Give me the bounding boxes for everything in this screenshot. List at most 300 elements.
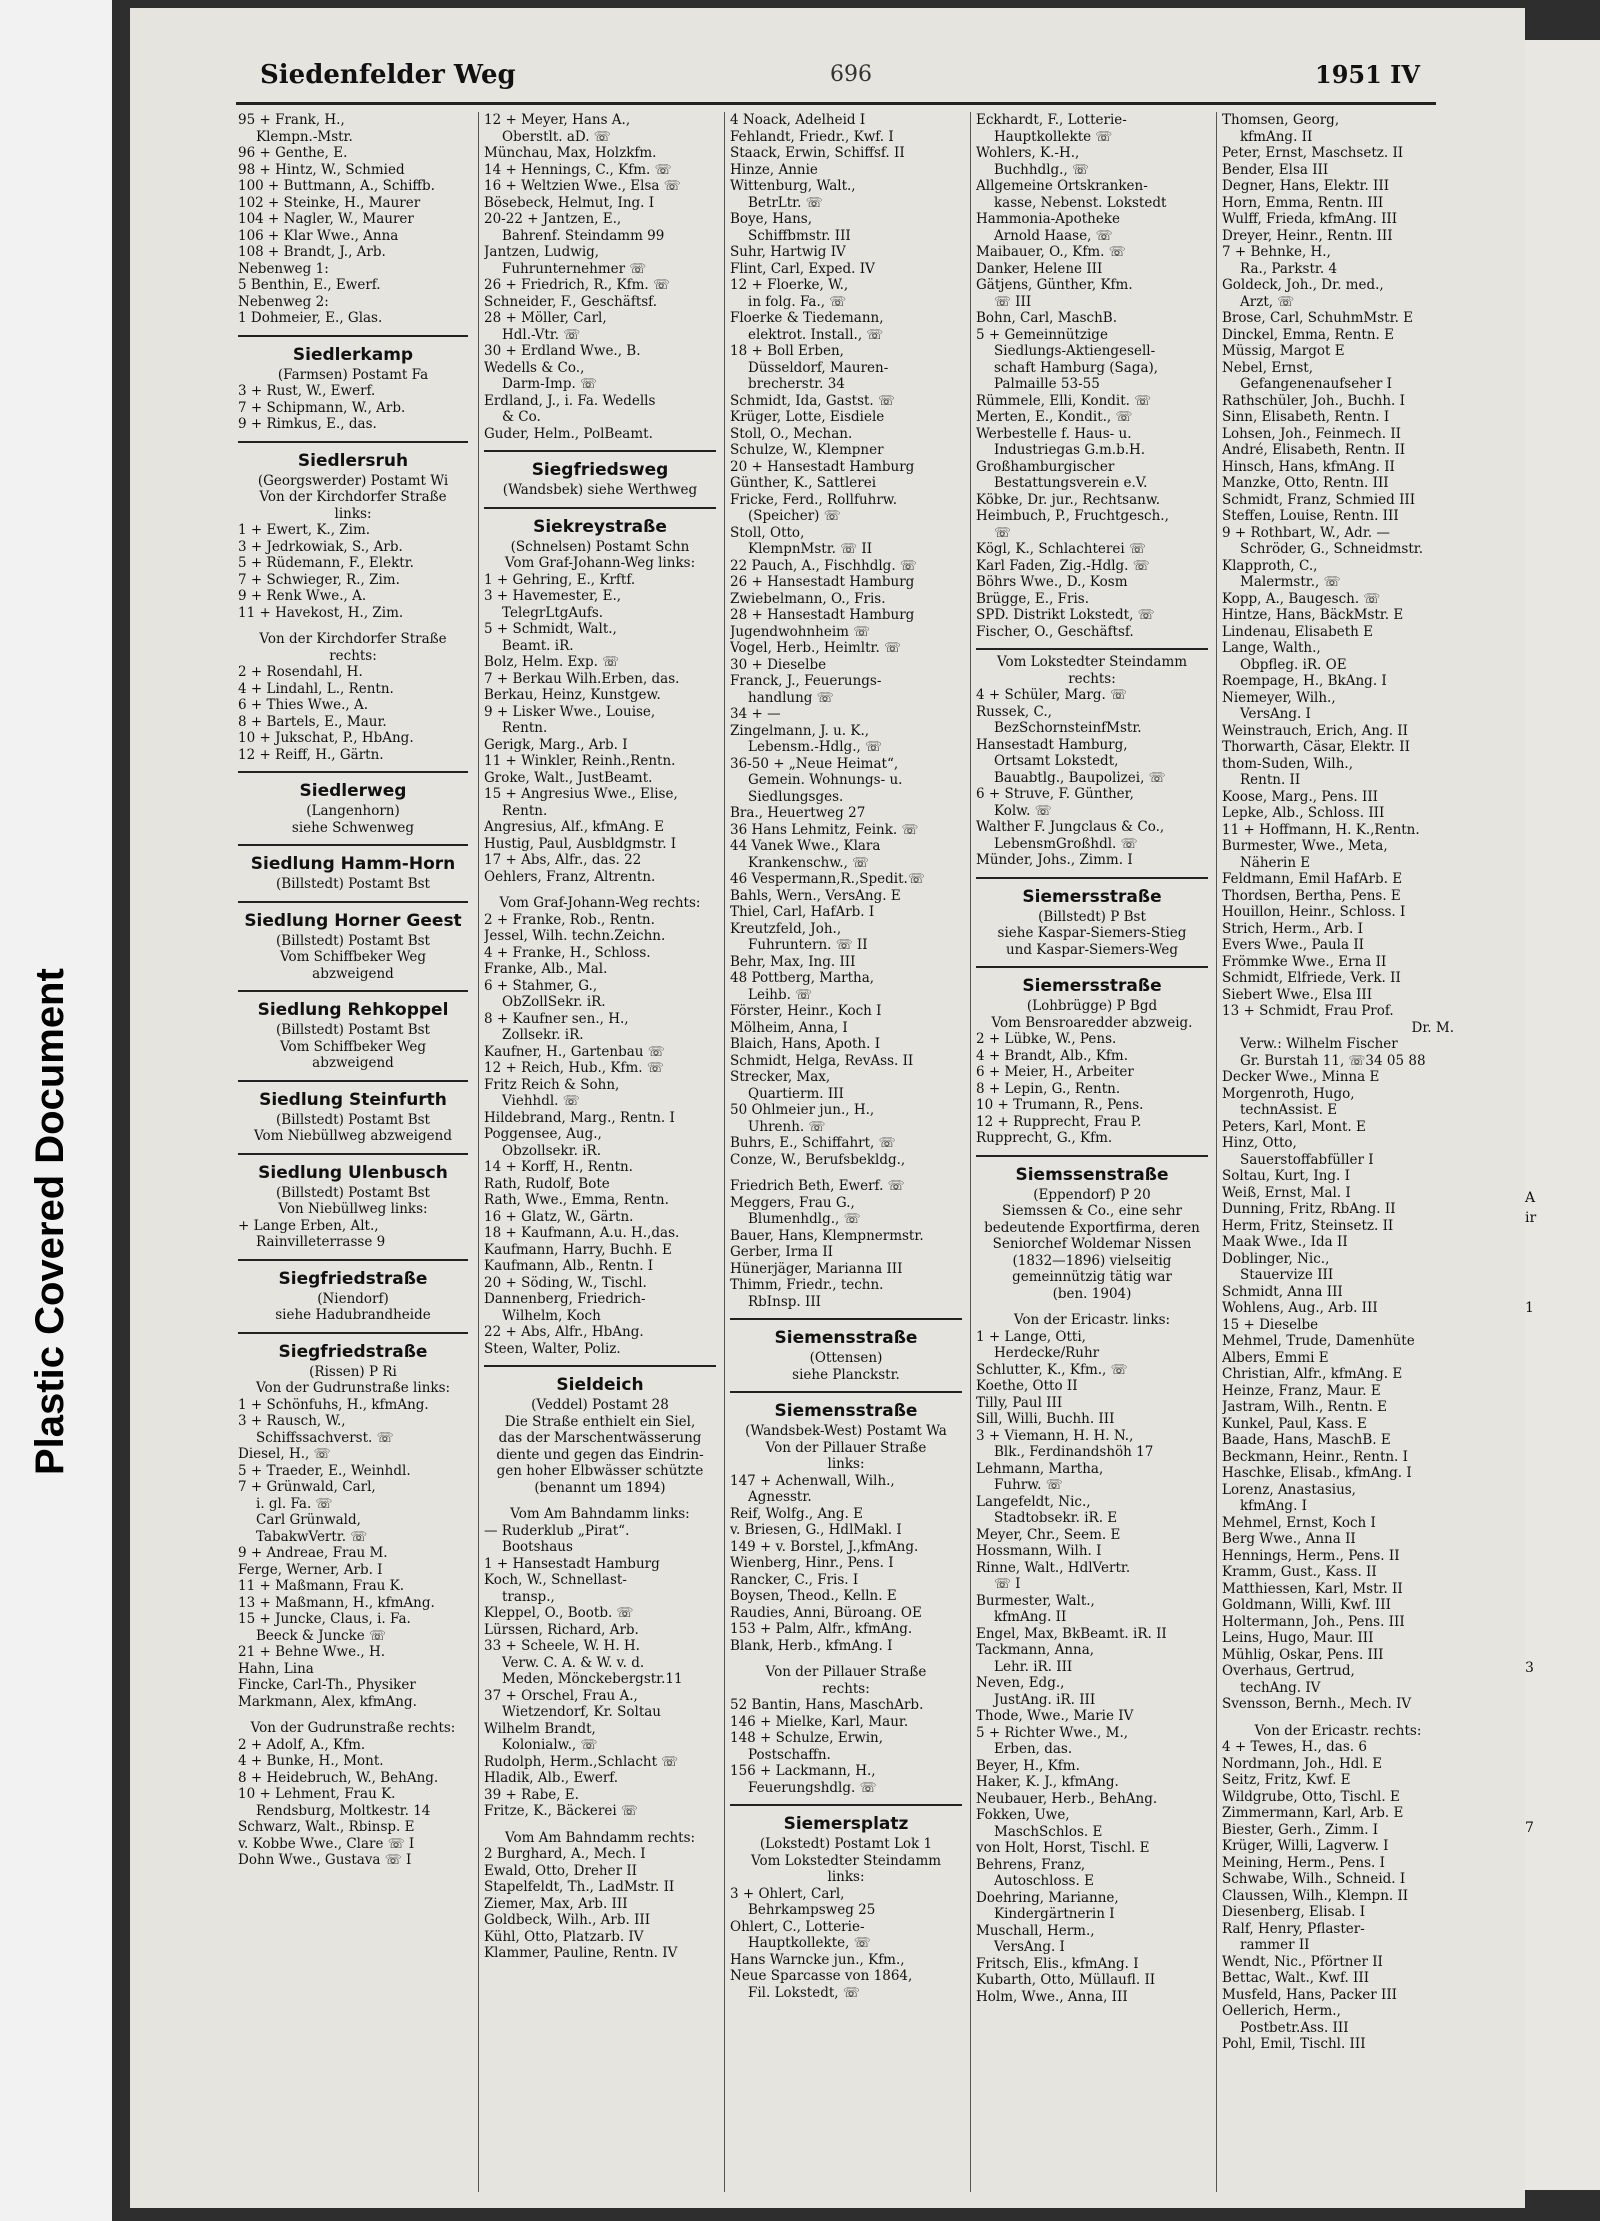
directory-entry: Fokken, Uwe, [976, 1807, 1070, 1823]
directory-entry: 9 + Lisker Wwe., Louise, [484, 703, 656, 720]
directory-entry: Wendt, Nic., Pförtner II [1222, 1953, 1383, 1970]
street-heading: Siedlerweg [299, 781, 407, 801]
street-note: (Wandsbek-West) Postamt Wa [745, 1423, 947, 1439]
directory-entry: Doblinger, Nic., [1222, 1250, 1330, 1267]
section-divider [730, 1391, 962, 1393]
directory-entry: Erdland, J., i. Fa. Wedells [484, 392, 656, 409]
street-note: Von der Pillauer Straße [765, 1439, 927, 1456]
directory-entry: Böhrs Wwe., D., Kosm [976, 574, 1128, 590]
street-heading: Siegfriedstraße [278, 1268, 428, 1289]
directory-entry: 30 + Dieselbe [730, 656, 827, 673]
entry-continuation: Rainvilleterrasse 9 [256, 1234, 386, 1250]
directory-entry: Bösebeck, Helmut, Ing. I [484, 194, 655, 211]
street-note: bedeutende Exportfirma, deren [984, 1219, 1200, 1236]
directory-entry: Kunkel, Paul, Kass. E [1222, 1415, 1367, 1432]
entry-continuation: ObZollSekr. iR. [502, 994, 606, 1010]
directory-entry: Stapelfeldt, Th., LadMstr. II [484, 1879, 675, 1895]
next-page-fragment: 3 [1525, 1660, 1534, 1676]
directory-entry: von Holt, Horst, Tischl. E [976, 1840, 1150, 1856]
street-note: gemeinnützig tätig war [1012, 1269, 1172, 1285]
directory-entry: Degner, Hans, Elektr. III [1222, 178, 1390, 194]
directory-entry: Hustig, Paul, Ausbldgmstr. I [484, 835, 677, 852]
directory-entry: Jantzen, Ludwig, [484, 244, 600, 260]
street-note: rechts: [1068, 670, 1116, 687]
directory-entry: Münchau, Max, Holzkfm. [484, 145, 657, 161]
directory-entry: Manzke, Otto, Rentn. III [1222, 475, 1389, 491]
street-note: (Billstedt) Postamt Bst [276, 1184, 430, 1201]
spacer [730, 1168, 962, 1178]
directory-entry: 39 + Rabe, E. [484, 1786, 579, 1803]
entry-continuation: rammer II [1240, 1937, 1310, 1953]
directory-entry: Hintze, Hans, BäckMstr. E [1222, 607, 1404, 623]
directory-entry: Sill, Willi, Buchh. III [976, 1411, 1115, 1427]
directory-entry: Hans Warncke jun., Kfm., [730, 1951, 905, 1968]
directory-entry: + Lange Erben, Alt., [238, 1217, 379, 1234]
directory-entry: 4 + Tewes, H., das. 6 [1222, 1739, 1367, 1755]
directory-entry: Schmidt, Anna III [1222, 1283, 1343, 1300]
directory-entry: 33 + Scheele, W. H. H. [484, 1638, 640, 1654]
street-heading: Sieldeich [556, 1375, 644, 1395]
directory-entry: Burmester, Wwe., Meta, [1222, 838, 1388, 854]
directory-entry: Buhrs, E., Schiffahrt, ☏ [730, 1135, 896, 1151]
directory-entry: 4 + Brandt, Alb., Kfm. [976, 1047, 1129, 1064]
directory-entry: Dreyer, Heinr., Rentn. III [1222, 227, 1393, 244]
directory-entry: Koch, W., Schnellast- [484, 1572, 627, 1588]
directory-entry: 12 + Reich, Hub., Kfm. ☏ [484, 1060, 664, 1076]
column-4 [976, 112, 1208, 2202]
directory-entry: Neue Sparcasse von 1864, [730, 1968, 913, 1984]
section-divider [238, 1332, 468, 1334]
directory-entry: Bauer, Hans, Klempnermstr. [730, 1227, 924, 1244]
entry-continuation: Stadtobsekr. iR. E [994, 1510, 1118, 1526]
section-divider [238, 1080, 468, 1082]
directory-entry: Houillon, Heinr., Schloss. I [1222, 904, 1406, 920]
directory-entry: Bohn, Carl, MaschB. [976, 310, 1118, 326]
street-note: (Veddel) Postamt 28 [531, 1397, 669, 1413]
entry-continuation: BezSchornsteinfMstr. [994, 720, 1142, 736]
directory-entry: Siebert Wwe., Elsa III [1222, 986, 1373, 1003]
entry-continuation: Rentn. [502, 802, 548, 819]
directory-entry: Diesel, H., ☏ [238, 1446, 331, 1462]
directory-entry: Markmann, Alex, kfmAng. [238, 1693, 417, 1710]
street-heading: Siemssenstraße [1015, 1164, 1169, 1185]
directory-entry: Mehmel, Trude, Damenhüte [1222, 1333, 1415, 1349]
directory-entry: 5 + Rüdemann, F., Elektr. [238, 555, 414, 571]
entry-continuation: Zollsekr. iR. [502, 1027, 584, 1043]
entry-continuation: Verw. C. A. & W. v. d. [502, 1654, 645, 1671]
directory-entry: 30 + Erdland Wwe., B. [484, 343, 641, 359]
directory-entry: 106 + Klar Wwe., Anna [238, 227, 399, 244]
street-note: (Wandsbek) siehe Werthweg [502, 482, 698, 498]
directory-entry: Bender, Elsa III [1222, 161, 1329, 178]
entry-continuation: VersAng. I [994, 1939, 1065, 1955]
directory-entry: Rath, Wwe., Emma, Rentn. [484, 1192, 669, 1208]
entry-continuation: Feuerungshdlg. ☏ [748, 1779, 877, 1796]
header-year: 1951 IV [1315, 60, 1420, 89]
directory-entry: Mehmel, Ernst, Koch I [1222, 1514, 1376, 1531]
directory-entry: Bra., Heuertweg 27 [730, 805, 866, 821]
entry-continuation: TabakwVertr. ☏ [256, 1528, 368, 1545]
entry-continuation: Näherin E [1240, 854, 1311, 871]
directory-entry: Decker Wwe., Minna E [1222, 1069, 1380, 1085]
directory-entry: Vogel, Herb., Heimltr. ☏ [730, 640, 901, 656]
directory-entry: Maak Wwe., Ida II [1222, 1234, 1348, 1250]
section-divider [484, 450, 716, 452]
entry-continuation: Bauabtlg., Baupolizei, ☏ [994, 769, 1166, 786]
directory-entry: 8 + Bartels, E., Maur. [238, 713, 387, 730]
directory-entry: Bettac, Walt., Kwf. III [1222, 1970, 1370, 1986]
directory-entry: Burmester, Walt., [976, 1592, 1095, 1609]
directory-entry: Brose, Carl, SchuhmMstr. E [1222, 310, 1414, 326]
directory-entry: Großhamburgischer [976, 458, 1115, 475]
directory-entry: Hildebrand, Marg., Rentn. I [484, 1109, 675, 1126]
section-divider [730, 1804, 962, 1806]
street-note: das der Marschentwässerung [498, 1430, 702, 1446]
directory-entry: Biester, Gerh., Zimm. I [1222, 1821, 1379, 1838]
street-heading: Siedlerkamp [292, 344, 414, 365]
street-note: siehe Hadubrandheide [275, 1307, 431, 1323]
directory-entry: Förster, Heinr., Koch I [730, 1003, 882, 1019]
directory-entry: Nordmann, Joh., Hdl. E [1222, 1755, 1383, 1772]
entry-continuation: Wilhelm, Koch [502, 1307, 601, 1324]
directory-entry: 7 + Berkau Wilh.Erben, das. [484, 670, 680, 687]
column-2 [484, 112, 716, 2202]
directory-entry: Eckhardt, F., Lotterie- [976, 112, 1127, 128]
street-heading: Siedlung Ulenbusch [258, 1162, 448, 1183]
directory-entry: Suhr, Hartwig IV [730, 244, 846, 260]
directory-entry: Feldmann, Emil HafArb. E [1222, 871, 1403, 887]
entry-continuation: Siedlungsges. [748, 788, 844, 805]
entry-continuation: Meden, Mönckebergstr.11 [502, 1671, 683, 1687]
directory-entry: 5 + Richter Wwe., M., [976, 1724, 1129, 1741]
directory-entry: 100 + Buttmann, A., Schiffb. [238, 178, 435, 194]
column-3 [730, 112, 962, 2202]
directory-entry: Rinne, Walt., HdlVertr. [976, 1559, 1131, 1576]
section-divider [976, 648, 1208, 650]
directory-entry: Merten, E., Kondit., ☏ [976, 409, 1133, 425]
directory-entry: Danker, Helene III [976, 260, 1103, 277]
directory-entry: Claussen, Wilh., Klempn. II [1222, 1887, 1409, 1904]
directory-entry: 14 + Korff, H., Rentn. [484, 1159, 633, 1175]
directory-entry: Gerber, Irma II [730, 1244, 834, 1260]
directory-entry: Hossmann, Wilh. I [976, 1543, 1102, 1559]
entry-continuation: Verw.: Wilhelm Fischer [1240, 1036, 1398, 1052]
entry-continuation: Buchhdlg., ☏ [994, 161, 1089, 178]
directory-entry: 10 + Jukschat, P., HbAng. [238, 730, 414, 746]
directory-entry: Holtermann, Joh., Pens. III [1222, 1613, 1405, 1630]
street-note: Von der Pillauer Straße [765, 1664, 927, 1680]
entry-continuation: Wietzendorf, Kr. Soltau [502, 1704, 661, 1720]
street-note: abzweigend [312, 965, 394, 982]
directory-entry: Ralf, Henry, Pflaster- [1222, 1920, 1365, 1937]
street-heading: Siemersstraße [1022, 976, 1162, 996]
directory-entry: Ewald, Otto, Dreher II [484, 1862, 637, 1879]
entry-continuation: Postschaffn. [748, 1746, 831, 1763]
directory-entry: Oellerich, Herm., [1222, 2003, 1341, 2019]
entry-continuation: ☏ [994, 524, 1011, 541]
entry-continuation: Lebensm.-Hdlg., ☏ [748, 739, 882, 755]
street-note: Vom Lokstedter Steindamm [996, 654, 1188, 670]
directory-entry: 15 + Juncke, Claus, i. Fa. [238, 1611, 411, 1627]
directory-entry: Behrens, Franz, [976, 1856, 1086, 1873]
entry-continuation: & Co. [502, 409, 541, 425]
directory-entry: Kopp, A., Baugesch. ☏ [1222, 590, 1381, 607]
directory-entry: Sinn, Elisabeth, Rentn. I [1222, 409, 1390, 425]
directory-entry: — Ruderklub „Pirat“. [484, 1522, 630, 1539]
directory-entry: Christian, Alfr., kfmAng. E [1222, 1366, 1403, 1382]
directory-entry: Guder, Helm., PolBeamt. [484, 425, 653, 442]
directory-entry: Raudies, Anni, Büroang. OE [730, 1604, 922, 1621]
directory-entry: Nebenweg 2: [238, 293, 329, 310]
directory-entry: 34 + — [730, 706, 781, 722]
directory-entry: Schmidt, Ida, Gastst. ☏ [730, 392, 895, 409]
directory-entry: Goldmann, Willi, Kwf. III [1222, 1597, 1391, 1613]
directory-entry: Ferge, Werner, Arb. I [238, 1561, 383, 1578]
entry-continuation: schaft Hamburg (Saga), [994, 359, 1159, 376]
directory-entry: Jessel, Wilh. techn.Zeichn. [484, 928, 666, 944]
directory-entry: Hinz, Otto, [1222, 1135, 1297, 1151]
directory-entry: Hinsch, Hans, kfmAng. II [1222, 458, 1395, 475]
street-note: (Langenhorn) [306, 803, 400, 819]
directory-entry: Meggers, Frau G., [730, 1194, 855, 1211]
header-street-name: Siedenfelder Weg [260, 60, 516, 90]
entry-continuation: Behrkampsweg 25 [748, 1902, 876, 1918]
directory-entry: Behr, Max, Ing. III [730, 953, 856, 970]
entry-continuation: kfmAng. II [1240, 128, 1313, 145]
directory-entry: Blaich, Hans, Apoth. I [730, 1036, 881, 1052]
directory-entry: Wulff, Frieda, kfmAng. III [1222, 211, 1398, 227]
directory-entry: 153 + Palm, Alfr., kfmAng. [730, 1621, 913, 1637]
directory-entry: Friedrich Beth, Ewerf. ☏ [730, 1178, 905, 1194]
street-note: Von Niebüllweg links: [278, 1201, 428, 1217]
directory-entry: Rancker, C., Fris. I [730, 1571, 859, 1588]
entry-continuation: Fuhruntern. ☏ II [748, 937, 868, 953]
directory-entry: 9 + Andreae, Frau M. [238, 1545, 388, 1561]
directory-entry: Horn, Emma, Rentn. III [1222, 194, 1384, 211]
directory-entry: 7 + Behnke, H., [1222, 244, 1331, 260]
directory-entry: Brügge, E., Fris. [976, 590, 1090, 607]
directory-entry: Heimbuch, P., Fruchtgesch., [976, 508, 1169, 524]
directory-entry: Lindenau, Elisabeth E [1222, 623, 1373, 640]
directory-entry: 8 + Heidebruch, W., BehAng. [238, 1769, 439, 1786]
plastic-covered-label: Plastic Covered Document [28, 968, 72, 1475]
directory-entry: Herm, Fritz, Steinsetz. II [1222, 1217, 1394, 1234]
street-heading: Siemersplatz [783, 1814, 909, 1834]
directory-entry: Klammer, Pauline, Rentn. IV [484, 1945, 678, 1961]
directory-entry: Tilly, Paul III [976, 1394, 1063, 1411]
street-note: Vom Am Bahndamm rechts: [504, 1829, 696, 1846]
directory-entry: Kögl, K., Schlachterei ☏ [976, 541, 1146, 557]
directory-entry: Fricke, Ferd., Rollfuhrw. [730, 491, 898, 508]
directory-entry: 22 Pauch, A., Fischhdlg. ☏ [730, 557, 917, 574]
entry-continuation: Ra., Parkstr. 4 [1240, 260, 1338, 277]
directory-entry: Rupprecht, G., Kfm. [976, 1130, 1113, 1146]
street-note: rechts: [329, 647, 377, 664]
next-page-fragment: 1 [1525, 1300, 1534, 1316]
street-note: (Georgswerder) Postamt Wi [257, 472, 449, 489]
directory-entry: Leins, Hugo, Maur. III [1222, 1630, 1374, 1646]
directory-entry: Lepke, Alb., Schloss. III [1222, 805, 1385, 821]
directory-entry: Roempage, H., BkAng. I [1222, 673, 1387, 689]
directory-entry: Jugendwohnheim ☏ [730, 623, 871, 640]
directory-entry: Matthiessen, Karl, Mstr. II [1222, 1580, 1403, 1597]
spacer [1222, 1713, 1454, 1723]
entry-continuation: Beamt. iR. [502, 637, 574, 654]
entry-continuation: Bestattungsverein e.V. [994, 475, 1148, 491]
entry-continuation: Rendsburg, Moltkestr. 14 [256, 1802, 431, 1819]
section-divider [238, 771, 468, 773]
directory-entry: Schmidt, Elfriede, Verk. II [1222, 970, 1401, 986]
directory-entry: Maibauer, O., Kfm. ☏ [976, 244, 1126, 260]
directory-entry: 11 + Hoffmann, H. K.,Rentn. [1222, 821, 1420, 838]
directory-entry: Dinckel, Emma, Rentn. E [1222, 326, 1394, 343]
page-number: 696 [830, 62, 872, 87]
directory-entry: Diesenberg, Elisab. I [1222, 1904, 1366, 1920]
directory-entry: Hünerjäger, Marianna III [730, 1260, 903, 1277]
directory-entry: Schlutter, K., Kfm., ☏ [976, 1361, 1128, 1378]
directory-entry: 8 + Lepin, G., Rentn. [976, 1080, 1121, 1097]
street-note: (1832—1896) vielseitig [1012, 1252, 1172, 1269]
section-divider [238, 441, 468, 443]
street-note: (Farmsen) Postamt Fa [277, 366, 429, 383]
directory-entry: Strecker, Max, [730, 1069, 831, 1085]
directory-entry: 1 + Gehring, E., Krftf. [484, 571, 636, 588]
entry-continuation: Agnesstr. [748, 1489, 812, 1505]
street-note: Vom Bensroaredder abzweig. [991, 1014, 1193, 1031]
directory-entry: Reif, Wolfg., Ang. E [730, 1505, 864, 1522]
entry-continuation: Malermstr., ☏ [1240, 574, 1341, 590]
directory-entry: Wohlers, K.-H., [976, 145, 1080, 161]
directory-entry: 4 + Schüler, Marg. ☏ [976, 687, 1127, 703]
entry-continuation: ☏ I [994, 1576, 1021, 1592]
street-note: (Billstedt) Postamt Bst [276, 932, 430, 949]
directory-entry: Pohl, Emil, Tischl. III [1222, 2036, 1366, 2052]
directory-entry: Wedells & Co., [484, 359, 585, 376]
directory-entry: Krüger, Willi, Lagverw. I [1222, 1838, 1389, 1854]
directory-entry: Kaufner, H., Gartenbau ☏ [484, 1043, 665, 1060]
directory-entry: Zingelmann, J. u. K., [730, 722, 870, 739]
directory-entry: Bahls, Wern., VersAng. E [730, 887, 901, 904]
entry-continuation: Düsseldorf, Mauren- [748, 359, 889, 376]
entry-continuation: Arzt, ☏ [1240, 293, 1295, 310]
directory-entry: Kreutzfeld, Joh., [730, 920, 842, 937]
directory-entry: v. Briesen, G., HdlMakl. I [730, 1522, 902, 1538]
directory-entry: 21 + Behne Wwe., H. [238, 1644, 386, 1660]
entry-continuation: Blumenhdlg., ☏ [748, 1211, 861, 1227]
directory-entry: 12 + Rupprecht, Frau P. [976, 1113, 1142, 1130]
entry-continuation: LebensmGroßhdl. ☏ [994, 835, 1138, 852]
directory-entry: Rümmele, Elli, Kondit. ☏ [976, 392, 1152, 409]
directory-entry: 96 + Genthe, E. [238, 145, 348, 161]
directory-entry: 10 + Trumann, R., Pens. [976, 1097, 1144, 1113]
directory-entry: 1 + Schönfuhs, H., kfmAng. [238, 1396, 429, 1413]
street-note: Von der Kirchdorfer Straße [259, 489, 447, 505]
entry-continuation: Obzollsekr. iR. [502, 1142, 602, 1159]
entry-continuation: KlempnMstr. ☏ II [748, 541, 873, 557]
street-heading: Siemersstraße [1022, 886, 1162, 907]
directory-entry: Schulze, W., Klempner [730, 442, 884, 458]
directory-entry: Soltau, Kurt, Ing. I [1222, 1168, 1350, 1184]
street-note: (Lokstedt) Postamt Lok 1 [759, 1836, 933, 1852]
entry-continuation: Fuhrunternehmer ☏ [502, 260, 647, 277]
street-note: rechts: [822, 1680, 870, 1697]
directory-entry: Stoll, Otto, [730, 524, 805, 541]
entry-continuation: Gr. Burstah 11, ☏34 05 88 [1240, 1052, 1426, 1069]
directory-entry: Berg Wwe., Anna II [1222, 1531, 1356, 1547]
directory-entry: 3 + Rust, W., Ewerf. [238, 383, 376, 399]
entry-continuation: Hauptkollekte ☏ [994, 128, 1113, 145]
directory-entry: Albers, Emmi E [1222, 1349, 1329, 1366]
entry-continuation: Dr. M. [1411, 1019, 1454, 1036]
directory-entry: Thomsen, Georg, [1222, 112, 1340, 128]
directory-entry: Zimmermann, Karl, Arb. E [1222, 1805, 1404, 1821]
section-divider [238, 990, 468, 992]
directory-entry: 2 + Lübke, W., Pens. [976, 1031, 1117, 1047]
entry-continuation: MaschSchlos. E [994, 1823, 1103, 1840]
spacer [484, 885, 716, 895]
directory-entry: Kleppel, O., Bootb. ☏ [484, 1605, 634, 1621]
directory-entry: Oehlers, Franz, Altrentn. [484, 868, 656, 885]
directory-entry: 15 + Angresius Wwe., Elise, [484, 786, 678, 802]
street-note: siehe Kaspar-Siemers-Stieg [997, 925, 1187, 941]
section-divider [238, 335, 468, 337]
entry-continuation: handlung ☏ [748, 689, 834, 706]
street-note: (Billstedt) P Bst [1038, 908, 1146, 925]
section-divider [238, 1153, 468, 1155]
column-divider [970, 112, 971, 2192]
entry-continuation: kfmAng. I [1240, 1498, 1307, 1514]
directory-entry: 13 + Maßmann, H., kfmAng. [238, 1594, 435, 1611]
entry-continuation: VersAng. I [1240, 706, 1311, 722]
directory-entry: Fritsch, Elis., kfmAng. I [976, 1955, 1139, 1972]
directory-entry: 1 + Ewert, K., Zim. [238, 522, 371, 538]
entry-continuation: Bootshaus [502, 1539, 573, 1555]
sidebar-strip [0, 0, 112, 2221]
directory-entry: Koethe, Otto II [976, 1378, 1078, 1394]
directory-entry: Beyer, H., Kfm. [976, 1757, 1080, 1774]
section-divider [976, 877, 1208, 879]
entry-continuation: Siedlungs-Aktiengesell- [994, 343, 1156, 359]
street-note: (Lohbrügge) P Bgd [1026, 998, 1158, 1014]
entry-continuation: Lehr. iR. III [994, 1658, 1073, 1675]
directory-entry: Tackmann, Anna, [976, 1642, 1095, 1658]
directory-entry: Steffen, Louise, Rentn. III [1222, 508, 1399, 524]
spacer [238, 621, 468, 631]
directory-entry: 11 + Maßmann, Frau K. [238, 1578, 405, 1594]
directory-entry: Peter, Ernst, Maschsetz. II [1222, 145, 1404, 161]
directory-entry: 4 Noack, Adelheid I [730, 112, 866, 128]
directory-entry: Frömmke Wwe., Erna II [1222, 953, 1387, 970]
street-note: (Billstedt) Postamt Bst [276, 876, 430, 892]
street-heading: Siedlung Steinfurth [259, 1089, 447, 1110]
street-note: Die Straße enthielt ein Siel, [504, 1413, 696, 1430]
directory-entry: 16 + Weltzien Wwe., Elsa ☏ [484, 178, 681, 194]
directory-entry: 1 Dohmeier, E., Glas. [238, 310, 383, 326]
street-note: siehe Planckstr. [792, 1366, 900, 1383]
street-note: (benannt um 1894) [534, 1479, 666, 1496]
directory-entry: 5 + Schmidt, Walt., [484, 621, 617, 637]
directory-entry: Neven, Edg., [976, 1675, 1065, 1691]
directory-entry: Günther, K., Sattlerei [730, 475, 877, 491]
directory-entry: Hladik, Alb., Ewerf. [484, 1770, 619, 1786]
street-note: Vom Graf-Johann-Weg rechts: [499, 895, 701, 911]
directory-entry: Münder, Johs., Zimm. I [976, 852, 1133, 868]
entry-continuation: Erben, das. [994, 1741, 1073, 1757]
spacer [484, 1820, 716, 1830]
entry-continuation: Stauervize III [1240, 1267, 1334, 1283]
directory-entry: Wohlens, Aug., Arb. III [1222, 1300, 1378, 1316]
directory-entry: Kaufmann, Harry, Buchh. E [484, 1241, 672, 1258]
